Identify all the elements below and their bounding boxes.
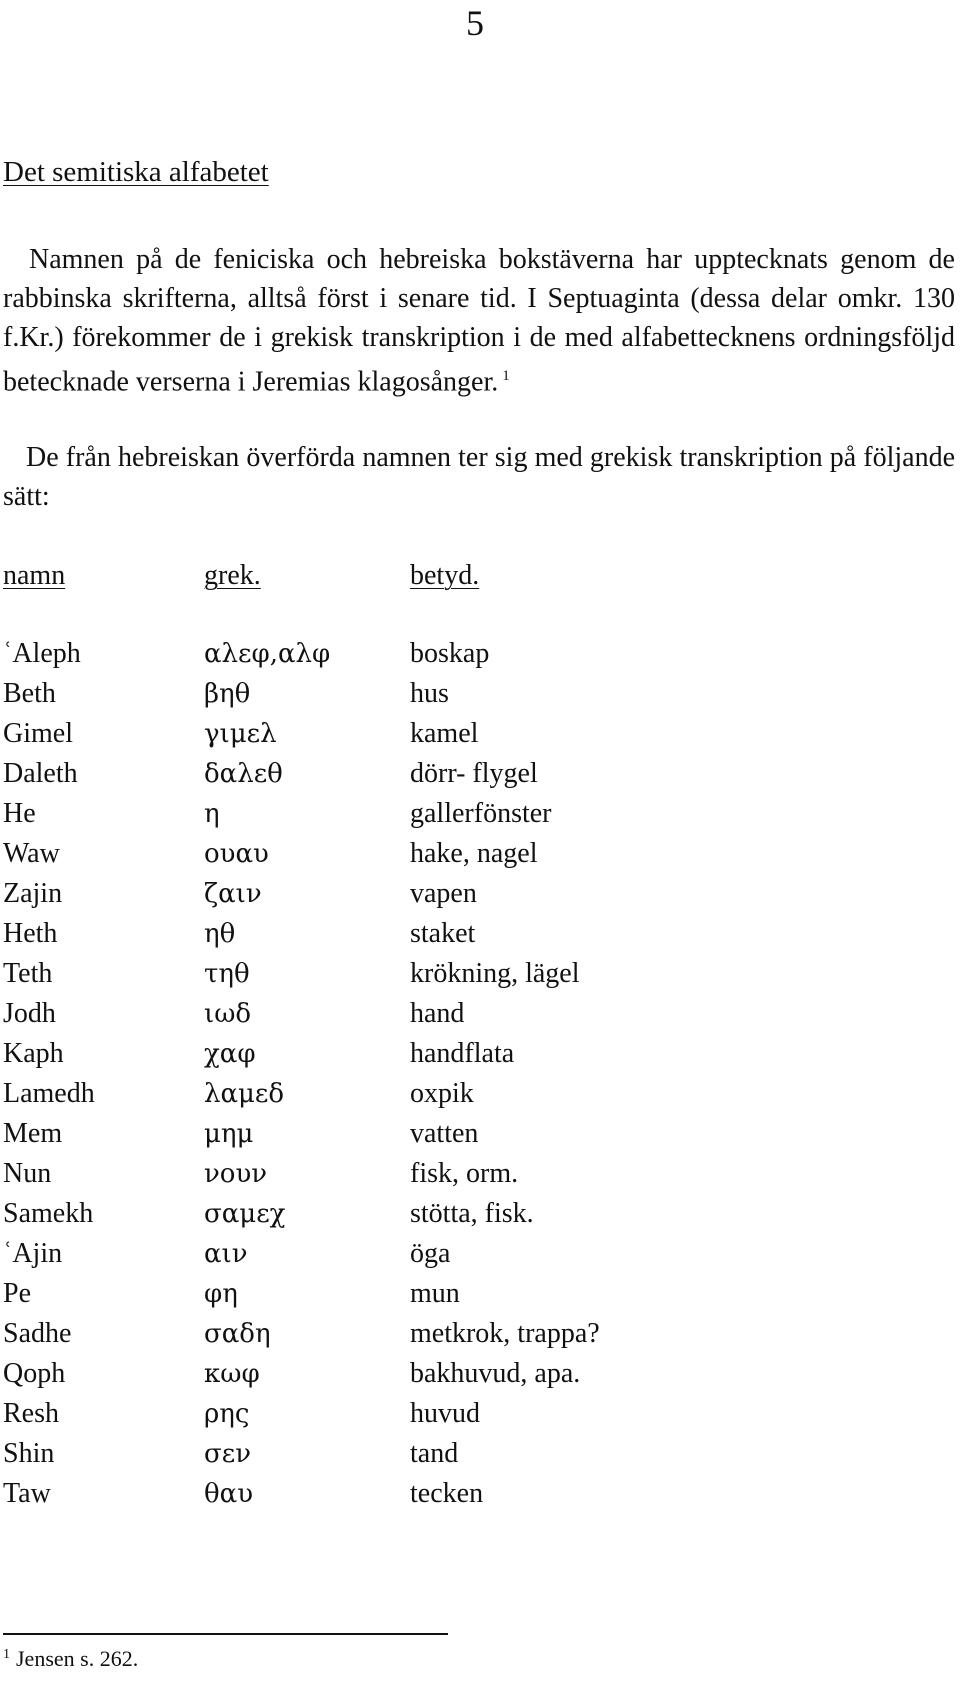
meaning-cell: kamel [410, 718, 479, 749]
letter-name-cell: Pe [3, 1278, 31, 1309]
greek-transcription-cell: σαδη [204, 1319, 271, 1349]
header-cell-greek [204, 560, 410, 592]
meaning-cell: oxpik [410, 1078, 474, 1109]
meaning-cell: fisk, orm. [410, 1158, 519, 1189]
greek-transcription-cell: αιν [204, 1239, 248, 1269]
paragraph-transcription [3, 438, 955, 516]
meaning-cell: vatten [410, 1118, 479, 1149]
letter-name-cell: Qoph [3, 1358, 66, 1389]
meaning-cell: tecken [410, 1478, 484, 1509]
meaning-cell: tand [410, 1438, 459, 1469]
meaning-cell: huvud [410, 1398, 480, 1429]
table-row [3, 1474, 650, 1514]
letter-name-cell: Nun [3, 1158, 52, 1189]
table-row [3, 834, 650, 874]
table-row [3, 1034, 650, 1074]
table-row [3, 994, 650, 1034]
paragraph-intro [3, 240, 955, 401]
greek-transcription-cell: λαμεδ [204, 1079, 285, 1109]
greek-transcription-cell: ουαυ [204, 839, 269, 869]
meaning-cell: stötta, fisk. [410, 1198, 534, 1229]
letter-name-cell: Mem [3, 1118, 63, 1149]
greek-transcription-cell: χαφ [204, 1039, 256, 1069]
meaning-cell: staket [410, 918, 476, 949]
letter-name-cell: Waw [3, 838, 60, 869]
table-body [3, 634, 650, 1514]
letter-name-cell: Lamedh [3, 1078, 95, 1109]
letter-name-cell: Samekh [3, 1198, 94, 1229]
greek-transcription-cell: ηθ [204, 919, 236, 949]
table-row [3, 674, 650, 714]
header-greek-label: grek. [204, 560, 261, 591]
greek-transcription-cell: κωφ [204, 1359, 260, 1389]
greek-transcription-cell: νουν [204, 1159, 268, 1189]
table-row [3, 1234, 650, 1274]
letter-name-cell: Beth [3, 678, 56, 709]
letter-name-cell: Daleth [3, 758, 78, 789]
table-row [3, 714, 650, 754]
table-row [3, 1314, 650, 1354]
greek-transcription-cell: τηθ [204, 959, 250, 989]
page-number: 5 [466, 3, 484, 43]
greek-transcription-cell: γιμελ [204, 719, 277, 749]
greek-transcription-cell: σαμεχ [204, 1199, 286, 1229]
header-cell-meaning [410, 560, 650, 592]
table-row [3, 914, 650, 954]
meaning-cell: gallerfönster [410, 798, 552, 829]
meaning-cell: boskap [410, 638, 490, 669]
greek-transcription-cell: ρης [204, 1399, 250, 1429]
paragraph-intro-text: Namnen på de feniciska och hebreiska bokstäverna har upptecknats genom de rabbinska skrifterna, alltså först i senare tid. I Septuaginta (dessa delar omkr. 130 f.Kr.) förekommer de i grekisk transkription i de med alfabettecknens ordningsföljd betecknade verserna i Jeremias klagosånger. [3, 244, 955, 398]
greek-transcription-cell: η [204, 799, 220, 829]
meaning-cell: krökning, lägel [410, 958, 580, 989]
alphabet-table [3, 560, 650, 1514]
letter-name-cell: Gimel [3, 718, 73, 749]
table-row [3, 1274, 650, 1314]
table-row [3, 1154, 650, 1194]
meaning-cell: vapen [410, 878, 477, 909]
letter-name-cell: Kaph [3, 1038, 64, 1069]
table-row [3, 1114, 650, 1154]
meaning-cell: dörr- flygel [410, 758, 538, 789]
greek-transcription-cell: θαυ [204, 1479, 254, 1509]
greek-transcription-cell: ζαιν [204, 879, 262, 909]
letter-name-cell: Sadhe [3, 1318, 72, 1349]
paragraph-transcription-text: De från hebreiskan överförda namnen ter sig med grekisk transkription på följande sätt: [3, 442, 955, 512]
table-row [3, 954, 650, 994]
footnote-divider [3, 1633, 448, 1635]
letter-name-cell: ʿAleph [3, 638, 81, 669]
meaning-cell: handflata [410, 1038, 515, 1069]
header-cell-name [3, 560, 204, 592]
meaning-cell: hake, nagel [410, 838, 538, 869]
greek-transcription-cell: βηθ [204, 679, 251, 709]
footnote [3, 1646, 138, 1672]
footnote-number: 1 [3, 1646, 10, 1662]
greek-transcription-cell: φη [204, 1279, 238, 1309]
table-row [3, 1074, 650, 1114]
header-meaning-label: betyd. [410, 560, 480, 591]
header-name-label: namn [3, 560, 66, 591]
table-row [3, 1194, 650, 1234]
letter-name-cell: He [3, 798, 36, 829]
letter-name-cell: Resh [3, 1398, 59, 1429]
table-row [3, 1434, 650, 1474]
meaning-cell: metkrok, trappa? [410, 1318, 600, 1349]
letter-name-cell: Shin [3, 1438, 55, 1469]
letter-name-cell: Teth [3, 958, 53, 989]
letter-name-cell: ʿAjin [3, 1238, 63, 1269]
table-row [3, 794, 650, 834]
letter-name-cell: Taw [3, 1478, 51, 1509]
table-row [3, 634, 650, 674]
greek-transcription-cell: μημ [204, 1119, 254, 1149]
letter-name-cell: Heth [3, 918, 58, 949]
table-row [3, 1354, 650, 1394]
section-heading: Det semitiska alfabetet [3, 156, 269, 188]
meaning-cell: bakhuvud, apa. [410, 1358, 581, 1389]
meaning-cell: hand [410, 998, 465, 1029]
greek-transcription-cell: δαλεθ [204, 759, 283, 789]
meaning-cell: mun [410, 1278, 460, 1309]
table-row [3, 1394, 650, 1434]
meaning-cell: hus [410, 678, 449, 709]
letter-name-cell: Jodh [3, 998, 56, 1029]
greek-transcription-cell: σεν [204, 1439, 252, 1469]
table-header-row [3, 560, 650, 592]
letter-name-cell: Zajin [3, 878, 63, 909]
footnote-text: Jensen s. 262. [16, 1646, 139, 1671]
meaning-cell: öga [410, 1238, 451, 1269]
table-row [3, 874, 650, 914]
greek-transcription-cell: ιωδ [204, 999, 252, 1029]
greek-transcription-cell: αλεφ,αλφ [204, 639, 331, 669]
table-row [3, 754, 650, 794]
footnote-reference[interactable]: 1 [502, 368, 510, 384]
